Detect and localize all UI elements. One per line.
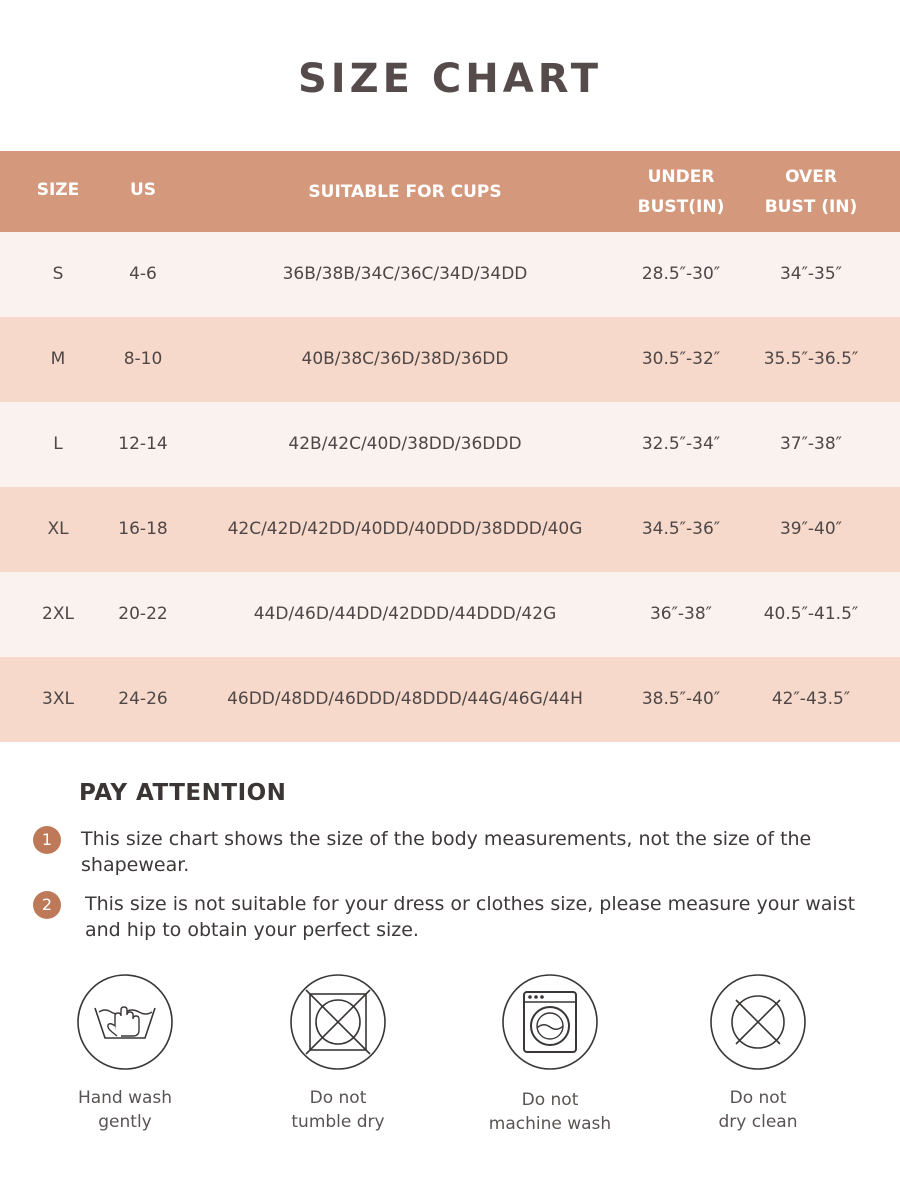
header-cups: SUITABLE FOR CUPS — [308, 182, 502, 202]
cell-under-bust: 38.5″-40″ — [641, 689, 721, 709]
page-title: SIZE CHART — [297, 56, 603, 102]
note-number-badge: 1 — [33, 826, 61, 854]
header-under-bust — [620, 162, 742, 222]
cell-size: M — [50, 349, 66, 369]
cell-under-bust: 36″-38″ — [649, 604, 713, 624]
attention-title: PAY ATTENTION — [79, 780, 287, 806]
no-machine-wash-icon — [500, 972, 600, 1072]
care-label — [450, 1088, 650, 1136]
care-label-line1: Do not — [729, 1088, 787, 1108]
care-label — [25, 1086, 225, 1134]
cell-over-bust: 40.5″-41.5″ — [763, 604, 859, 624]
cell-over-bust: 39″-40″ — [779, 519, 843, 539]
no-tumble-dry-icon — [288, 972, 388, 1072]
cell-size: 3XL — [42, 689, 74, 709]
care-label-line2: machine wash — [488, 1114, 612, 1134]
header-size: SIZE — [36, 180, 80, 200]
cell-under-bust: 32.5″-34″ — [641, 434, 721, 454]
care-item-no-machine-wash — [450, 972, 650, 1136]
header-over-line1: OVER — [785, 167, 837, 187]
header-over-line2: BUST (IN) — [764, 197, 858, 217]
cell-us: 12-14 — [118, 434, 168, 454]
table-row — [0, 402, 900, 487]
note-text: This size is not suitable for your dress or clothes size, please measure your waist and hip to obtain your perfect size. — [85, 893, 856, 941]
table-header — [0, 151, 900, 232]
cell-us: 20-22 — [118, 604, 168, 624]
cell-us: 16-18 — [118, 519, 168, 539]
cell-cups: 42C/42D/42DD/40DD/40DDD/38DDD/40G — [227, 519, 583, 539]
cell-cups: 36B/38B/34C/36C/34D/34DD — [282, 264, 528, 284]
no-dry-clean-icon — [708, 972, 808, 1072]
cell-us: 4-6 — [129, 264, 157, 284]
cell-size: S — [52, 264, 64, 284]
care-label-line2: gently — [98, 1112, 152, 1132]
table-row — [0, 572, 900, 657]
note-number-badge: 2 — [33, 891, 61, 919]
care-label — [658, 1086, 858, 1134]
cell-under-bust: 28.5″-30″ — [641, 264, 721, 284]
cell-size: L — [53, 434, 63, 454]
cell-over-bust: 37″-38″ — [779, 434, 843, 454]
cell-over-bust: 34″-35″ — [779, 264, 843, 284]
cell-over-bust: 42″-43.5″ — [771, 689, 851, 709]
cell-under-bust: 30.5″-32″ — [641, 349, 721, 369]
care-label-line2: dry clean — [718, 1112, 798, 1132]
header-under-line1: UNDER — [647, 167, 715, 187]
header-us: US — [129, 180, 157, 200]
care-label-line1: Do not — [309, 1088, 367, 1108]
header-under-line2: BUST(IN) — [637, 197, 725, 217]
care-item-no-tumble-dry — [238, 972, 438, 1134]
care-label-line1: Do not — [521, 1090, 579, 1110]
cell-us: 24-26 — [118, 689, 168, 709]
table-row — [0, 317, 900, 402]
cell-size: 2XL — [42, 604, 74, 624]
care-label-line1: Hand wash — [77, 1088, 173, 1108]
care-label — [238, 1086, 438, 1134]
cell-cups: 40B/38C/36D/38D/36DD — [301, 349, 509, 369]
header-over-bust — [748, 162, 874, 222]
care-label-line2: tumble dry — [291, 1112, 385, 1132]
cell-under-bust: 34.5″-36″ — [641, 519, 721, 539]
table-row — [0, 657, 900, 742]
cell-cups: 46DD/48DD/46DDD/48DDD/44G/46G/44H — [227, 689, 583, 709]
care-item-hand-wash — [25, 972, 225, 1134]
table-row — [0, 487, 900, 572]
cell-us: 8-10 — [123, 349, 163, 369]
cell-cups: 42B/42C/40D/38DD/36DDD — [288, 434, 522, 454]
hand-wash-icon — [75, 972, 175, 1072]
care-item-no-dry-clean — [658, 972, 858, 1134]
cell-size: XL — [47, 519, 69, 539]
size-table — [0, 151, 900, 742]
cell-cups: 44D/46D/44DD/42DDD/44DDD/42G — [253, 604, 557, 624]
cell-over-bust: 35.5″-36.5″ — [763, 349, 859, 369]
table-row — [0, 232, 900, 317]
note-text: This size chart shows the size of the body measurements, not the size of the shapewear. — [81, 828, 812, 876]
